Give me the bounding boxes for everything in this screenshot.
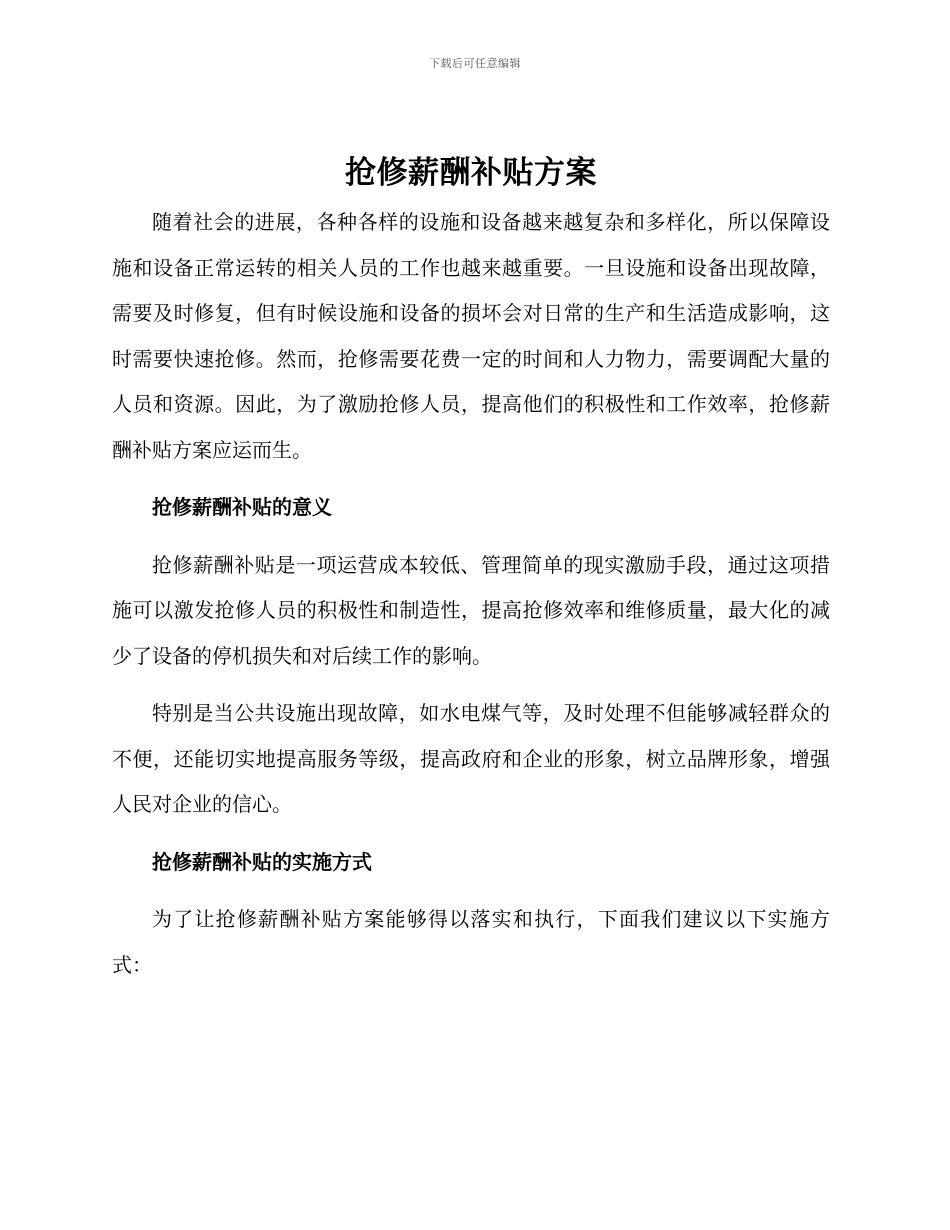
page-header-note: 下载后可任意编辑 [429,57,521,70]
significance-paragraph-2: 特别是当公共设施出现故障，如水电煤气等，及时处理不但能够减轻群众的不便，还能切实地提高服务等级，提高政府和企业的形象，树立品牌形象，增强人民对企业的信心。 [112,701,830,816]
intro-paragraph: 随着社会的进展，各种各样的设施和设备越来越复杂和多样化，所以保障设施和设备正常运转的相关人员的工作也越来越重要。一旦设施和设备出现故障，需要及时修复，但有时候设施和设备的损坏会对日常的生产和生活造成影响，这时需要快速抢修。然而，抢修需要花费一定的时间和人力物力，需要调配大量的人员和资源。因此，为了激励抢修人员，提高他们的积极性和工作效率，抢修薪酬补贴方案应运而生。 [112,210,830,462]
implementation-paragraph-1: 为了让抢修薪酬补贴方案能够得以落实和执行，下面我们建议以下实施方式： [112,907,830,977]
section-heading-implementation: 抢修薪酬补贴的实施方式 [152,849,372,874]
section-heading-significance: 抢修薪酬补贴的意义 [152,495,332,519]
document-body [112,148,830,988]
document-title: 抢修薪酬补贴方案 [345,155,597,191]
significance-paragraph-1: 抢修薪酬补贴是一项运营成本较低、管理简单的现实激励手段，通过这项措施可以激发抢修人员的积极性和制造性，提高抢修效率和维修质量，最大化的减少了设备的停机损失和对后续工作的影响。 [112,552,830,668]
